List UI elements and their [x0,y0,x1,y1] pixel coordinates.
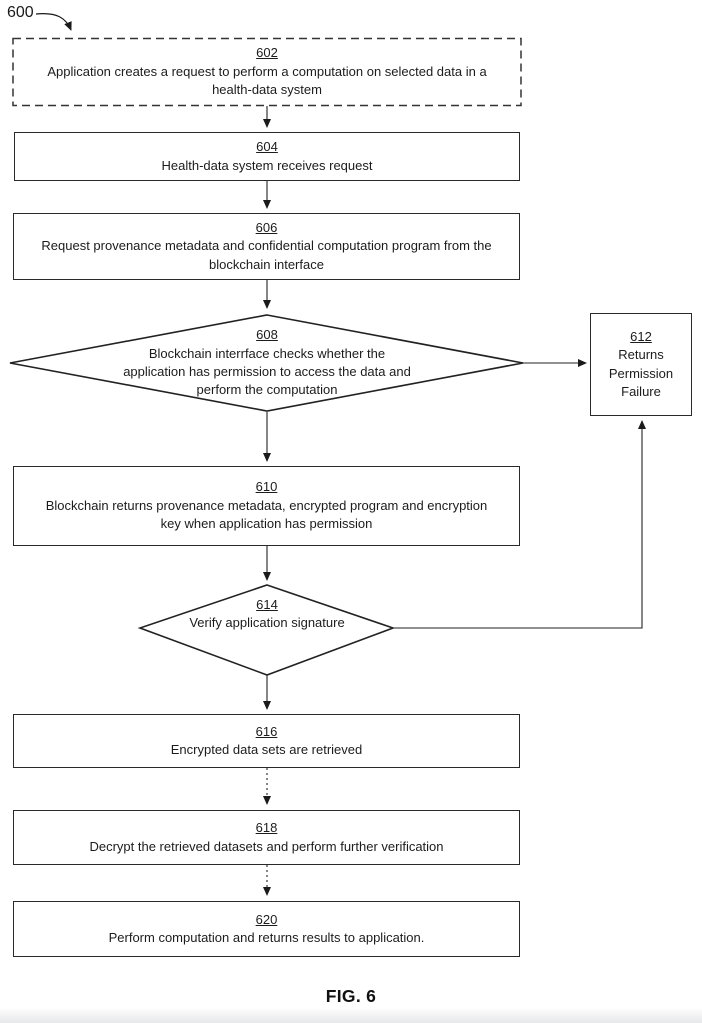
ref-pointer-arrow [36,14,71,30]
node-text-line: application has permission to access the data and [123,364,411,379]
node-text-line: Returns [618,347,664,363]
node-620 [13,901,520,957]
node-text-line: Encrypted data sets are retrieved [170,742,363,757]
node-text-line: health-data system [212,82,322,98]
node-number: 604 [256,139,278,155]
node-text-line: Failure [621,383,661,399]
node-text-line: Blockchain interrface checks whether the [148,345,386,361]
node-606 [13,213,520,280]
node-text-line: key when application has permission [160,516,373,532]
node-number: 620 [255,911,278,927]
node-number: 608 [256,327,278,343]
node-602 [13,38,521,106]
node-text-line: Health-data system receives request [161,157,373,173]
node-612 [590,313,692,416]
figure-caption: FIG. 6 [325,986,377,1006]
node-text-line: blockchain interface [209,256,324,272]
node-608-diamond [10,315,523,411]
node-604 [14,132,520,181]
node-number: 612 [630,328,652,344]
node-618 [13,810,520,865]
node-number: 618 [255,820,278,836]
node-text-line: Blockchain returns provenance metadata, encrypted program and encryption [45,497,488,513]
node-number: 610 [255,479,278,495]
node-number: 606 [255,219,278,235]
node-number: 616 [255,723,278,739]
node-text-line: Permission [608,365,674,381]
node-number: 614 [256,596,278,612]
node-text-line: Verify application signature [189,615,345,630]
node-text-line: Application creates a request to perform a computation on selected data in a [47,63,487,79]
node-text-line: Decrypt the retrieved datasets and perform further verification [89,838,444,854]
node-number: 602 [256,45,278,61]
node-text-line: Request provenance metadata and confidential computation program from the [41,238,492,254]
node-614-diamond [140,585,393,675]
node-616 [13,714,520,768]
node-text-line: Perform computation and returns results to application. [108,930,425,945]
node-610 [13,466,520,546]
node-text-line: perform the computation [196,382,338,398]
figure-ref-label: 600 [7,4,34,21]
